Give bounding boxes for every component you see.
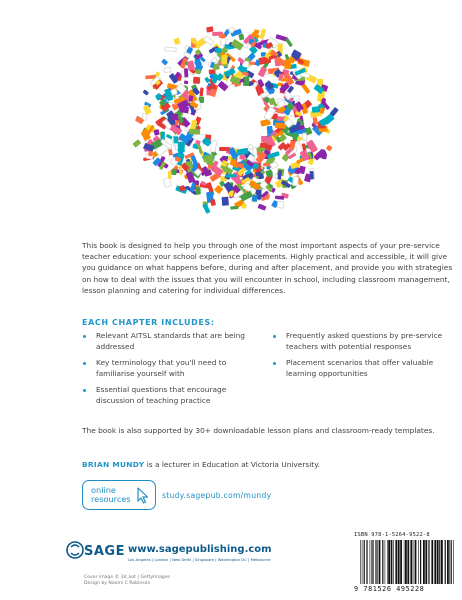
lego-brick [180,106,189,114]
barcode-bar [445,540,446,584]
barcode-bar [377,540,378,584]
chapter-features-heading: EACH CHAPTER INCLUDES: [82,318,215,327]
barcode-bar [431,540,433,584]
barcode-bar [373,540,374,584]
lego-brick [302,133,307,141]
author-bio [82,460,320,469]
barcode-bar [367,540,368,584]
lego-brick [171,89,178,95]
lego-brick [230,206,238,210]
lego-brick [294,96,300,101]
barcode-bar [453,540,454,584]
barcode-bar [447,540,449,584]
design-credit: Design by Naomi C Robinson [84,581,151,587]
barcode-bar [434,540,436,584]
barcode-bar [393,540,394,584]
lego-brick [199,87,203,96]
barcode-bar [439,540,440,584]
lego-brick [193,77,200,84]
barcode-bar [404,540,405,584]
barcode-bar [379,540,381,584]
lego-brick [165,47,177,51]
barcode-bar [428,540,429,584]
bullet-icon [83,362,86,365]
lego-brick [173,136,178,143]
author-bio-text: is a lecturer in Education at Victoria University. [144,460,320,469]
publisher-cities: Los Angeles | London | New Delhi | Singapore | Washington DC | Melbourne [128,557,271,562]
barcode-bar [420,540,421,584]
cover-credits [84,575,170,588]
lego-brick [168,171,172,179]
list-item: Frequently asked questions by pre-service teachers with potential responses [272,331,452,352]
lego-brick [225,174,236,178]
barcode-bar [423,540,425,584]
barcode-bar [391,540,393,584]
list-item: Relevant AITSL standards that are being addressed [82,331,260,352]
barcode-bar [366,540,367,584]
publisher-name: SAGE [84,544,125,559]
lego-brick [195,187,201,195]
barcode-icon [358,540,456,584]
lego-brick [284,59,291,69]
barcode-bar [400,540,402,584]
lego-brick [210,199,216,206]
lego-brick [258,174,264,180]
bullet-icon [83,389,86,392]
lego-brick [252,194,258,201]
lego-brick [181,71,184,77]
lego-brick [197,144,203,154]
barcode-bar [388,540,390,584]
book-description: This book is designed to help you through one of the most important aspects of your pre-service teacher education: your school experience placements. Highly practical and accessible, it will give you guidance on what happens before, during and after placement, and provide you with strategies on how to deal with the issues that you will encounter in school, including classroom management, lesson planning and catering for individual differences. [82,241,453,295]
lego-brick [215,48,222,53]
lego-brick [258,204,267,211]
lego-brick [163,178,171,188]
lego-brick [143,89,149,95]
lego-brick [238,34,244,41]
barcode-bar [413,540,414,584]
lego-brick [202,203,210,213]
online-resources-badge[interactable] [82,480,156,510]
barcode-bar [382,540,383,584]
features-list-left [82,331,260,413]
barcode-bar [415,540,417,584]
barcode-bar [418,540,419,584]
lego-brick [281,78,287,81]
lego-brick [184,80,189,84]
lego-brick [203,36,214,45]
barcode-bar [398,540,400,584]
barcode-bar [395,540,397,584]
barcode-bar [364,540,365,584]
lego-brick [154,129,160,136]
lego-brick [172,169,177,175]
lego-brick [219,147,229,151]
barcode-bar [425,540,427,584]
lego-brick [173,37,180,45]
lego-brick [161,59,168,66]
online-resources-line2: resources [91,494,131,504]
bullet-icon [273,362,276,365]
lego-brick [171,114,178,121]
list-item: Essential questions that encourage discussion of teaching practice [82,385,260,406]
isbn-label: ISBN 978-1-5264-9522-8 [354,532,430,538]
barcode-bar [451,540,452,584]
lego-brick [166,134,173,140]
lego-brick [267,126,273,134]
barcode-bar [441,540,443,584]
lego-brick [178,116,183,123]
lego-brick [231,39,244,51]
lego-brick [132,139,141,147]
barcode-digits: 9 781526 495228 [354,585,425,593]
lego-brick [293,176,299,185]
barcode-bar [405,540,407,584]
list-item: Placement scenarios that offer valuable learning opportunities [272,358,452,379]
barcode-bar [385,540,386,584]
lego-brick [277,201,284,208]
cursor-pointer-icon [136,487,150,504]
features-list-right [272,331,452,385]
barcode-bar [410,540,412,584]
list-item: Key terminology that you'll need to familiarise yourself with [82,358,260,379]
lego-brick [178,142,185,153]
lego-brick [168,149,173,156]
barcode-bar [360,540,361,584]
lego-brick [299,166,306,174]
barcode-bar [362,540,363,584]
bullet-icon [83,335,86,338]
sage-logo-icon [66,541,84,559]
lego-brick [301,84,310,94]
lego-brick [164,68,171,73]
lego-brick [310,171,314,179]
bullet-icon [273,335,276,338]
lego-brick [189,129,200,135]
publisher-url[interactable]: www.sagepublishing.com [128,544,272,555]
barcode-bar [371,540,372,584]
lego-brick [285,38,293,47]
barcode-bar [437,540,439,584]
lego-brick [239,154,245,160]
online-resources-line1: online [91,485,116,495]
support-text: The book is also supported by 30+ downloadable lesson plans and classroom-ready templates. [82,426,435,435]
lego-brick [326,145,333,152]
cover-image-credit: Cover image © 3d_kot | GettyImages [84,575,170,580]
lego-brick [259,28,266,39]
lego-brick [184,68,188,77]
barcode-bar [375,540,376,584]
author-name: BRIAN MUNDY [82,460,145,469]
lego-brick [221,55,227,64]
barcode-bar [449,540,450,584]
lego-wreath-image [104,6,364,236]
barcode-bar [376,540,377,584]
lego-brick [222,197,229,206]
barcode-bar [370,540,371,584]
lego-brick [312,106,321,113]
lego-brick [206,26,214,32]
barcode-bar [407,540,409,584]
online-resources-link[interactable]: study.sagepub.com/mundy [162,491,272,500]
barcode-bar [387,540,388,584]
